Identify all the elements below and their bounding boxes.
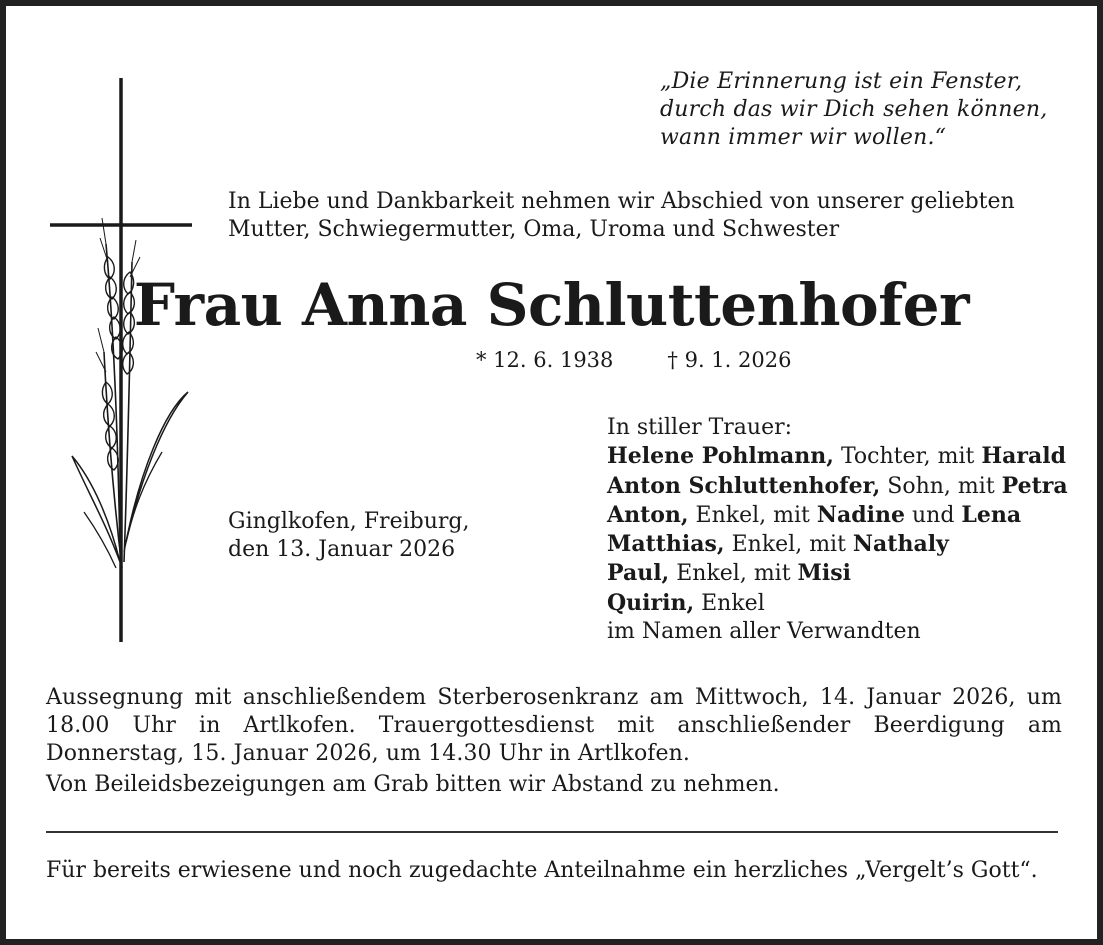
mourners-closing: im Namen aller Verwandten [607, 619, 921, 645]
mourner-relation: Enkel, mit [669, 561, 798, 587]
mourner-name: Misi [797, 560, 851, 587]
mourner-name: Nadine [816, 501, 905, 528]
thanks-note: Für bereits erwiesene und noch zugedachte Anteilnahme ein herzliches „Vergelt’s Gott“. [46, 858, 1038, 883]
cross-with-wheat-icon [44, 72, 196, 646]
farewell-intro [228, 188, 1015, 244]
place: Ginglkofen, Freiburg, [228, 509, 470, 534]
mourner-name: Harald [981, 443, 1066, 470]
mourner-name: Paul, [607, 560, 670, 587]
mourner-name: Quirin, [607, 589, 695, 616]
mourner-name: Anton, [607, 501, 689, 528]
mourners-heading: In stiller Trauer: [607, 415, 793, 440]
mourner-relation: und [905, 502, 962, 528]
mourner-relation: Enkel, mit [724, 532, 853, 558]
place-and-date [228, 508, 469, 564]
mourner-relation: Tochter, mit [833, 444, 982, 470]
mourner-name: Petra [1001, 472, 1068, 499]
mourner-lines [607, 442, 1068, 618]
mourner-line [607, 530, 1068, 559]
mourner-name: Nathaly [852, 531, 949, 558]
mourner-relation: Enkel, mit [688, 502, 817, 528]
life-dates [476, 346, 791, 374]
intro-line: Mutter, Schwiegermutter, Oma, Uroma und Schwester [228, 217, 840, 242]
memorial-quote [660, 68, 1047, 152]
quote-line: wann immer wir wollen.“ [660, 125, 947, 150]
mourner-line [607, 589, 1068, 618]
mourner-name: Helene Pohlmann, [607, 443, 834, 470]
birth-date: * 12. 6. 1938 [476, 348, 614, 372]
deceased-name: Frau Anna Schluttenhofer [133, 271, 970, 339]
death-date: † 9. 1. 2026 [667, 348, 792, 372]
mourner-line [607, 472, 1068, 501]
divider [46, 831, 1058, 833]
mourner-relation: Enkel [694, 590, 765, 616]
quote-line: „Die Erinnerung ist ein Fenster, [660, 69, 1023, 94]
mourner-line [607, 501, 1068, 530]
mourner-name: Anton Schluttenhofer, [607, 472, 881, 499]
mourner-name: Lena [961, 501, 1022, 528]
funeral-service-info: Aussegnung mit anschließendem Sterberosenkranz am Mittwoch, 14. Januar 2026, um 18.00 Uhr in Artlkofen. Trauergottesdienst mit anschließender Beerdigung am Donnerstag, 15. Januar 2026, um 14.30 Uhr in Artlkofen. [46, 685, 1062, 766]
condolence-request: Von Beileidsbezeigungen am Grab bitten wir Abstand zu nehmen. [46, 772, 780, 797]
mourner-relation: Sohn, mit [880, 473, 1002, 499]
mourner-line [607, 442, 1068, 471]
notice-date: den 13. Januar 2026 [228, 537, 456, 562]
quote-line: durch das wir Dich sehen können, [660, 97, 1048, 122]
mourner-name: Matthias, [607, 531, 725, 558]
intro-line: In Liebe und Dankbarkeit nehmen wir Abschied von unserer geliebten [228, 189, 1015, 214]
mourners-list [607, 414, 1068, 646]
mourner-line [607, 559, 1068, 588]
